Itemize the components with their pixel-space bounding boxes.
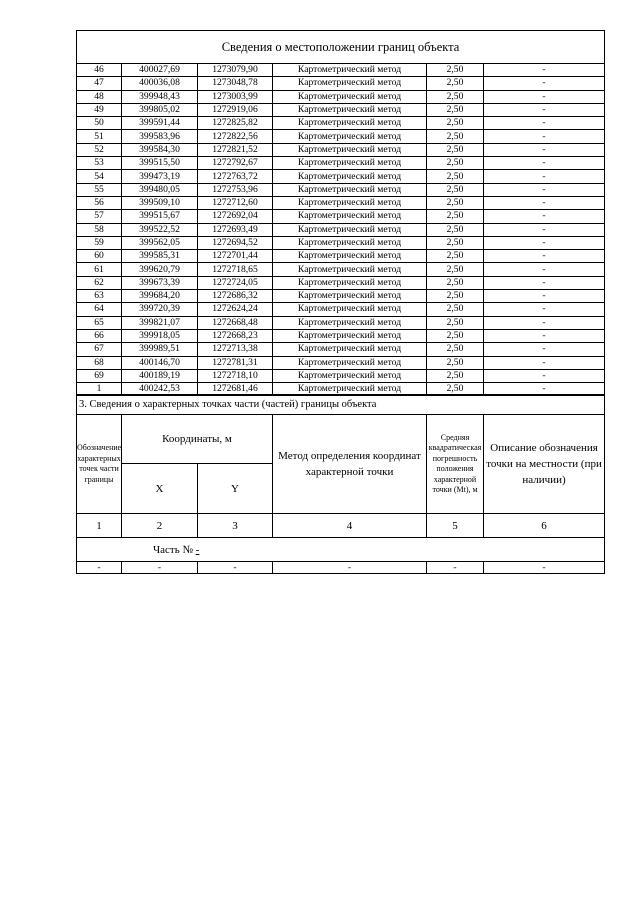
cell-method: Картометрический метод xyxy=(273,117,427,130)
cell-method: Картометрический метод xyxy=(273,196,427,209)
table-cell: - xyxy=(427,562,484,574)
cell-method: Картометрический метод xyxy=(273,356,427,369)
cell-method: Картометрический метод xyxy=(273,90,427,103)
table-row xyxy=(77,170,605,183)
cell-point-number: 61 xyxy=(77,263,122,276)
cell-method: Картометрический метод xyxy=(273,303,427,316)
cell-error: 2,50 xyxy=(427,343,484,356)
cell-coord-y: 1272668,23 xyxy=(198,329,273,342)
cell-error: 2,50 xyxy=(427,356,484,369)
cell-coord-y: 1272701,44 xyxy=(198,250,273,263)
header-y: Y xyxy=(198,464,273,514)
cell-coord-y: 1272753,96 xyxy=(198,183,273,196)
cell-coord-x: 400146,70 xyxy=(122,356,198,369)
cell-method: Картометрический метод xyxy=(273,290,427,303)
column-number: 2 xyxy=(122,514,198,538)
column-number: 1 xyxy=(77,514,122,538)
header-description: Описание обозначения точки на местности (при наличии) xyxy=(484,415,605,514)
table-cell: - xyxy=(122,562,198,574)
cell-point-number: 60 xyxy=(77,250,122,263)
cell-method: Картометрический метод xyxy=(273,223,427,236)
cell-method: Картометрический метод xyxy=(273,103,427,116)
cell-error: 2,50 xyxy=(427,130,484,143)
cell-method: Картометрический метод xyxy=(273,329,427,342)
cell-coord-y: 1272693,49 xyxy=(198,223,273,236)
header-coordinates: Координаты, м xyxy=(122,415,273,464)
table-row xyxy=(77,64,605,77)
cell-coord-x: 399948,43 xyxy=(122,90,198,103)
cell-coord-x: 399473,19 xyxy=(122,170,198,183)
cell-point-number: 53 xyxy=(77,157,122,170)
cell-error: 2,50 xyxy=(427,263,484,276)
table-row xyxy=(77,562,605,574)
cell-error: 2,50 xyxy=(427,383,484,396)
cell-error: 2,50 xyxy=(427,143,484,156)
cell-coord-x: 399585,31 xyxy=(122,250,198,263)
cell-coord-x: 400189,19 xyxy=(122,369,198,382)
cell-description: - xyxy=(484,276,605,289)
cell-error: 2,50 xyxy=(427,196,484,209)
cell-description: - xyxy=(484,64,605,77)
cell-coord-y: 1272624,24 xyxy=(198,303,273,316)
cell-coord-x: 399562,05 xyxy=(122,236,198,249)
cell-point-number: 64 xyxy=(77,303,122,316)
table-row xyxy=(77,276,605,289)
table-cell: - xyxy=(273,562,427,574)
cell-error: 2,50 xyxy=(427,170,484,183)
table-row xyxy=(77,356,605,369)
part-points-table xyxy=(76,394,605,574)
cell-description: - xyxy=(484,143,605,156)
cell-point-number: 49 xyxy=(77,103,122,116)
cell-error: 2,50 xyxy=(427,303,484,316)
cell-coord-y: 1272712,60 xyxy=(198,196,273,209)
table-row xyxy=(77,196,605,209)
table-row xyxy=(77,343,605,356)
table-cell: - xyxy=(198,562,273,574)
cell-coord-x: 399480,05 xyxy=(122,183,198,196)
cell-coord-y: 1272724,05 xyxy=(198,276,273,289)
cell-point-number: 52 xyxy=(77,143,122,156)
cell-point-number: 55 xyxy=(77,183,122,196)
column-number: 3 xyxy=(198,514,273,538)
cell-description: - xyxy=(484,303,605,316)
cell-method: Картометрический метод xyxy=(273,170,427,183)
cell-point-number: 46 xyxy=(77,64,122,77)
table-row xyxy=(77,103,605,116)
cell-error: 2,50 xyxy=(427,157,484,170)
column-number: 6 xyxy=(484,514,605,538)
table-row xyxy=(77,77,605,90)
cell-coord-x: 399620,79 xyxy=(122,263,198,276)
cell-method: Картометрический метод xyxy=(273,64,427,77)
cell-coord-x: 399584,30 xyxy=(122,143,198,156)
cell-coord-x: 399684,20 xyxy=(122,290,198,303)
cell-error: 2,50 xyxy=(427,276,484,289)
cell-error: 2,50 xyxy=(427,117,484,130)
cell-point-number: 65 xyxy=(77,316,122,329)
section-3-title: 3. Сведения о характерных точках части (частей) границы объекта xyxy=(77,395,605,415)
cell-coord-x: 400036,08 xyxy=(122,77,198,90)
cell-method: Картометрический метод xyxy=(273,236,427,249)
cell-coord-y: 1272692,04 xyxy=(198,210,273,223)
cell-coord-x: 399515,67 xyxy=(122,210,198,223)
cell-coord-y: 1273003,99 xyxy=(198,90,273,103)
table-row xyxy=(77,329,605,342)
cell-method: Картометрический метод xyxy=(273,157,427,170)
cell-point-number: 63 xyxy=(77,290,122,303)
cell-coord-y: 1272713,38 xyxy=(198,343,273,356)
cell-coord-y: 1272822,56 xyxy=(198,130,273,143)
table-row xyxy=(77,316,605,329)
cell-description: - xyxy=(484,183,605,196)
cell-point-number: 57 xyxy=(77,210,122,223)
cell-description: - xyxy=(484,223,605,236)
part-row xyxy=(77,538,605,562)
cell-description: - xyxy=(484,290,605,303)
cell-point-number: 54 xyxy=(77,170,122,183)
cell-coord-x: 399989,51 xyxy=(122,343,198,356)
cell-description: - xyxy=(484,210,605,223)
table-cell: - xyxy=(484,562,605,574)
cell-description: - xyxy=(484,236,605,249)
cell-description: - xyxy=(484,329,605,342)
cell-coord-x: 400027,69 xyxy=(122,64,198,77)
cell-coord-y: 1272718,65 xyxy=(198,263,273,276)
table-row xyxy=(77,223,605,236)
cell-method: Картометрический метод xyxy=(273,369,427,382)
cell-coord-x: 399583,96 xyxy=(122,130,198,143)
cell-coord-y: 1272781,31 xyxy=(198,356,273,369)
cell-coord-x: 399591,44 xyxy=(122,117,198,130)
cell-error: 2,50 xyxy=(427,223,484,236)
table-row xyxy=(77,263,605,276)
cell-method: Картометрический метод xyxy=(273,383,427,396)
header-x: X xyxy=(122,464,198,514)
cell-error: 2,50 xyxy=(427,316,484,329)
cell-coord-x: 399821,07 xyxy=(122,316,198,329)
cell-point-number: 59 xyxy=(77,236,122,249)
cell-error: 2,50 xyxy=(427,369,484,382)
cell-error: 2,50 xyxy=(427,77,484,90)
cell-method: Картометрический метод xyxy=(273,316,427,329)
cell-coord-y: 1272825,82 xyxy=(198,117,273,130)
cell-description: - xyxy=(484,343,605,356)
cell-point-number: 68 xyxy=(77,356,122,369)
cell-description: - xyxy=(484,356,605,369)
table-row xyxy=(77,303,605,316)
cell-point-number: 56 xyxy=(77,196,122,209)
table-cell: - xyxy=(77,562,122,574)
cell-method: Картометрический метод xyxy=(273,263,427,276)
table-row xyxy=(77,236,605,249)
cell-error: 2,50 xyxy=(427,329,484,342)
table-row xyxy=(77,130,605,143)
header-method: Метод определения координат характерной точки xyxy=(273,415,427,514)
table-row xyxy=(77,183,605,196)
cell-coord-y: 1272694,52 xyxy=(198,236,273,249)
table-row xyxy=(77,210,605,223)
cell-coord-x: 399918,05 xyxy=(122,329,198,342)
cell-point-number: 62 xyxy=(77,276,122,289)
cell-point-number: 47 xyxy=(77,77,122,90)
cell-error: 2,50 xyxy=(427,290,484,303)
cell-description: - xyxy=(484,90,605,103)
column-number: 5 xyxy=(427,514,484,538)
cell-point-number: 66 xyxy=(77,329,122,342)
cell-description: - xyxy=(484,103,605,116)
cell-point-number: 51 xyxy=(77,130,122,143)
cell-coord-y: 1273079,90 xyxy=(198,64,273,77)
boundaries-title: Сведения о местоположении границ объекта xyxy=(77,31,605,64)
table-row xyxy=(77,290,605,303)
boundaries-table xyxy=(76,30,605,396)
cell-description: - xyxy=(484,77,605,90)
table-row xyxy=(77,157,605,170)
cell-coord-x: 399673,39 xyxy=(122,276,198,289)
cell-point-number: 50 xyxy=(77,117,122,130)
cell-error: 2,50 xyxy=(427,250,484,263)
cell-coord-y: 1272919,06 xyxy=(198,103,273,116)
header-designation: Обозначение характерных точек части границы xyxy=(77,415,122,514)
cell-point-number: 1 xyxy=(77,383,122,396)
table-row xyxy=(77,90,605,103)
cell-method: Картометрический метод xyxy=(273,210,427,223)
cell-coord-y: 1272718,10 xyxy=(198,369,273,382)
cell-description: - xyxy=(484,316,605,329)
part-label: Часть № xyxy=(153,543,193,556)
cell-point-number: 67 xyxy=(77,343,122,356)
cell-error: 2,50 xyxy=(427,64,484,77)
cell-method: Картометрический метод xyxy=(273,250,427,263)
cell-method: Картометрический метод xyxy=(273,143,427,156)
cell-coord-x: 399509,10 xyxy=(122,196,198,209)
cell-point-number: 58 xyxy=(77,223,122,236)
header-error: Средняя квадратическая погрешность положения характерной точки (Mt), м xyxy=(427,415,484,514)
cell-method: Картометрический метод xyxy=(273,343,427,356)
cell-coord-y: 1272681,46 xyxy=(198,383,273,396)
cell-description: - xyxy=(484,383,605,396)
table-row xyxy=(77,369,605,382)
cell-point-number: 48 xyxy=(77,90,122,103)
cell-error: 2,50 xyxy=(427,103,484,116)
cell-coord-y: 1273048,78 xyxy=(198,77,273,90)
cell-description: - xyxy=(484,196,605,209)
cell-method: Картометрический метод xyxy=(273,183,427,196)
column-numbers-row xyxy=(77,514,605,538)
cell-error: 2,50 xyxy=(427,210,484,223)
cell-coord-y: 1272668,48 xyxy=(198,316,273,329)
cell-coord-y: 1272763,72 xyxy=(198,170,273,183)
cell-method: Картометрический метод xyxy=(273,77,427,90)
cell-error: 2,50 xyxy=(427,183,484,196)
cell-description: - xyxy=(484,250,605,263)
cell-coord-x: 399805,02 xyxy=(122,103,198,116)
column-number: 4 xyxy=(273,514,427,538)
table-row xyxy=(77,250,605,263)
cell-method: Картометрический метод xyxy=(273,130,427,143)
table-row xyxy=(77,143,605,156)
cell-description: - xyxy=(484,263,605,276)
cell-coord-y: 1272686,32 xyxy=(198,290,273,303)
cell-coord-x: 399522,52 xyxy=(122,223,198,236)
cell-method: Картометрический метод xyxy=(273,276,427,289)
cell-coord-y: 1272821,52 xyxy=(198,143,273,156)
table-row xyxy=(77,117,605,130)
part-value: - xyxy=(195,543,200,556)
cell-coord-x: 399720,39 xyxy=(122,303,198,316)
cell-coord-x: 400242,53 xyxy=(122,383,198,396)
cell-description: - xyxy=(484,117,605,130)
cell-description: - xyxy=(484,170,605,183)
cell-point-number: 69 xyxy=(77,369,122,382)
cell-coord-x: 399515,50 xyxy=(122,157,198,170)
cell-error: 2,50 xyxy=(427,236,484,249)
cell-description: - xyxy=(484,130,605,143)
cell-description: - xyxy=(484,157,605,170)
cell-coord-y: 1272792,67 xyxy=(198,157,273,170)
cell-error: 2,50 xyxy=(427,90,484,103)
cell-description: - xyxy=(484,369,605,382)
